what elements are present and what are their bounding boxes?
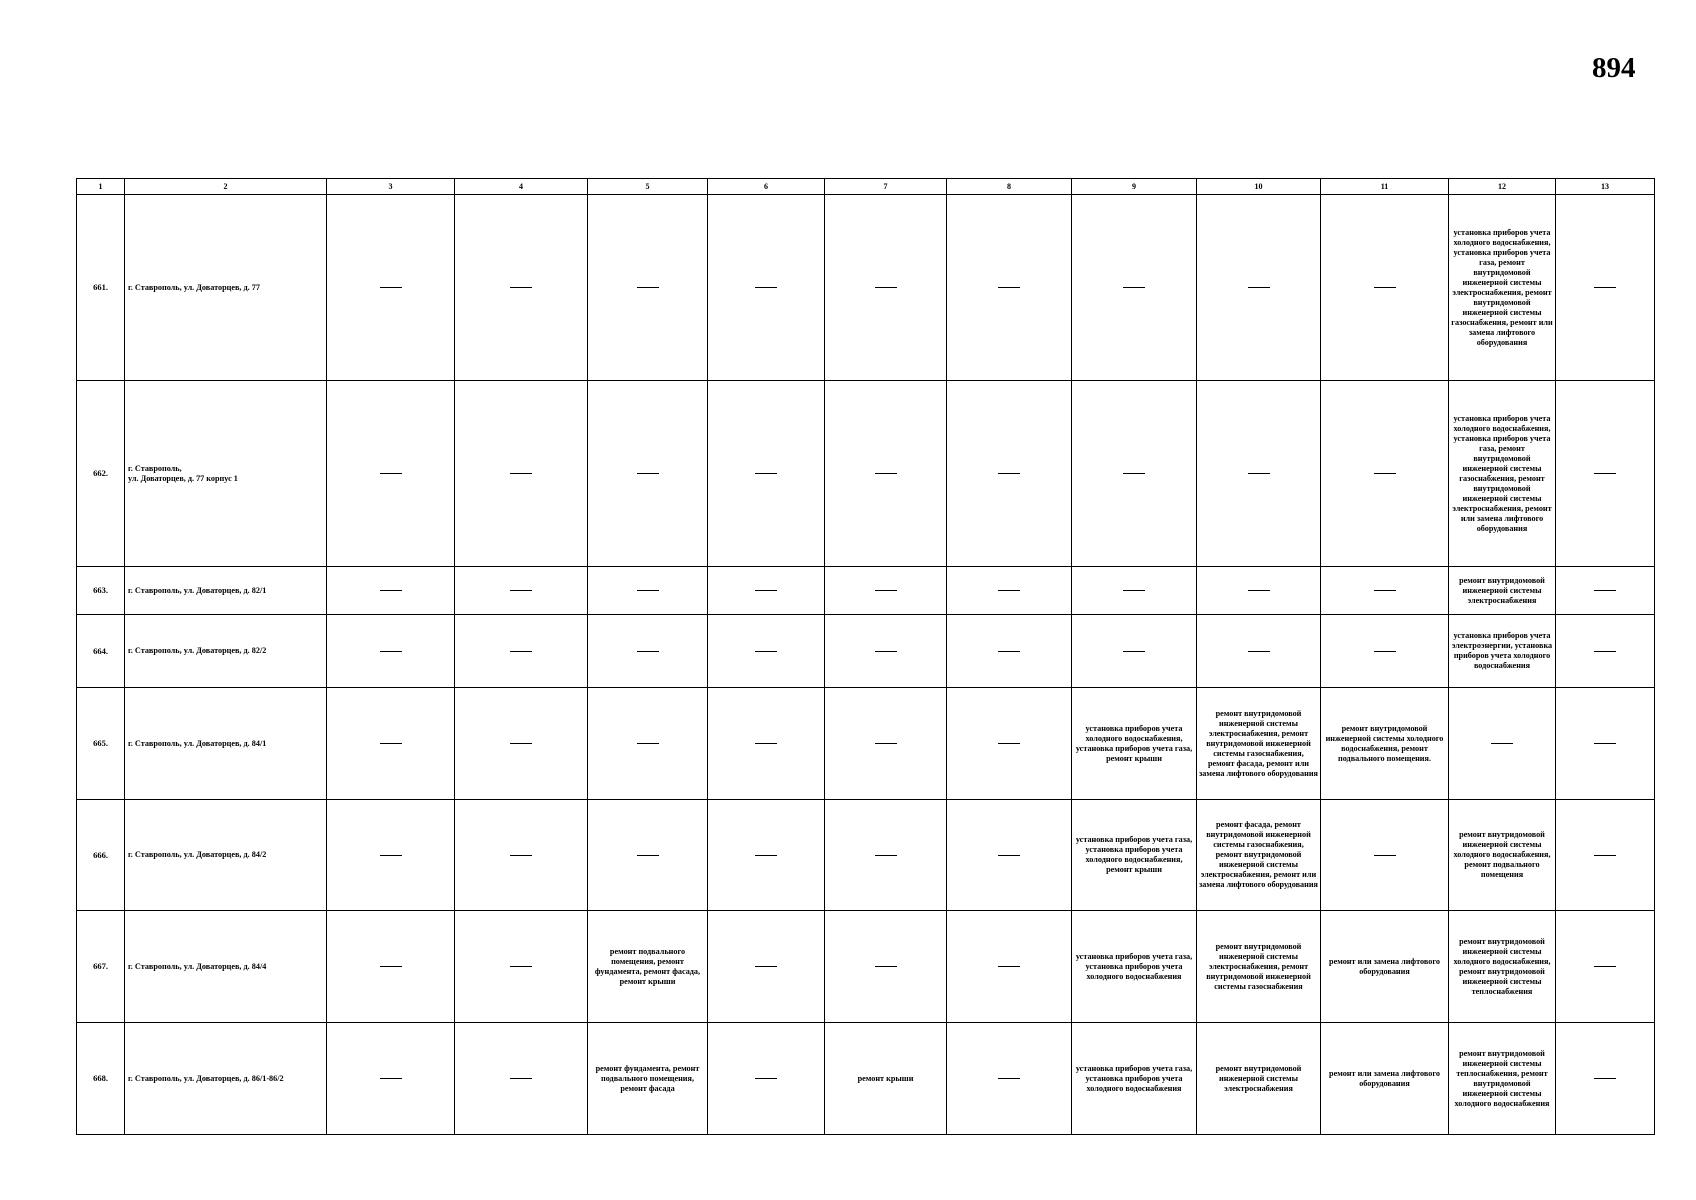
row-number: 666. xyxy=(77,800,125,911)
dash-mark xyxy=(1594,287,1616,288)
row-number: 663. xyxy=(77,567,125,615)
empty-cell xyxy=(1556,615,1655,688)
empty-cell xyxy=(825,911,947,1023)
work-description: ремонт внутридомовой инженерной системы холодного водоснабжения, ремонт внутридомовой инженерной системы теплоснабжения xyxy=(1449,911,1556,1023)
dash-mark xyxy=(1248,590,1270,591)
dash-mark xyxy=(380,651,402,652)
empty-cell xyxy=(455,567,588,615)
dash-mark xyxy=(1123,651,1145,652)
empty-cell xyxy=(1197,567,1321,615)
empty-cell xyxy=(947,195,1072,381)
dash-mark xyxy=(637,287,659,288)
empty-cell xyxy=(825,688,947,800)
column-header: 12 xyxy=(1449,179,1556,195)
address-cell: г. Ставрополь, ул. Доваторцев, д. 82/1 xyxy=(125,567,327,615)
empty-cell xyxy=(947,567,1072,615)
empty-cell xyxy=(1556,688,1655,800)
row-number: 662. xyxy=(77,381,125,567)
table-row xyxy=(77,800,1655,911)
empty-cell xyxy=(1321,615,1449,688)
dash-mark xyxy=(755,287,777,288)
column-header: 8 xyxy=(947,179,1072,195)
work-description: установка приборов учета холодного водоснабжения, установка приборов учета газа, ремонт внутридомовой инженерной системы газоснабжения, ремонт внутридомовой инженерной системы электроснабжения, ремонт или замена лифтового оборудования xyxy=(1449,381,1556,567)
work-description: установка приборов учета холодного водоснабжения, установка приборов учета газа, ремонт внутридомовой инженерной системы электроснабжения, ремонт внутридомовой инженерной системы газоснабжения, ремонт или замена лифтового оборудования xyxy=(1449,195,1556,381)
column-header: 1 xyxy=(77,179,125,195)
work-description: установка приборов учета газа, установка приборов учета холодного водоснабжения xyxy=(1072,911,1197,1023)
column-header: 10 xyxy=(1197,179,1321,195)
dash-mark xyxy=(380,473,402,474)
empty-cell xyxy=(588,567,708,615)
table-row xyxy=(77,381,1655,567)
address-cell: г. Ставрополь, ул. Доваторцев, д. 84/2 xyxy=(125,800,327,911)
empty-cell xyxy=(1556,567,1655,615)
table-row xyxy=(77,1023,1655,1135)
address-cell: г. Ставрополь, ул. Доваторцев, д. 82/2 xyxy=(125,615,327,688)
address-cell: г. Ставрополь, ул. Доваторцев, д. 77 xyxy=(125,195,327,381)
work-description: ремонт или замена лифтового оборудования xyxy=(1321,1023,1449,1135)
work-description: установка приборов учета холодного водоснабжения, установка приборов учета газа, ремонт крыши xyxy=(1072,688,1197,800)
row-number: 667. xyxy=(77,911,125,1023)
dash-mark xyxy=(755,1078,777,1079)
empty-cell xyxy=(825,567,947,615)
empty-cell xyxy=(588,381,708,567)
empty-cell xyxy=(947,1023,1072,1135)
empty-cell xyxy=(1556,1023,1655,1135)
empty-cell xyxy=(588,195,708,381)
column-header: 7 xyxy=(825,179,947,195)
work-description: ремонт крыши xyxy=(825,1023,947,1135)
dash-mark xyxy=(1374,855,1396,856)
dash-mark xyxy=(510,651,532,652)
dash-mark xyxy=(998,743,1020,744)
empty-cell xyxy=(327,615,455,688)
column-header: 2 xyxy=(125,179,327,195)
work-description: ремонт подвального помещения, ремонт фундамента, ремонт фасада, ремонт крыши xyxy=(588,911,708,1023)
empty-cell xyxy=(1449,688,1556,800)
empty-cell xyxy=(1072,567,1197,615)
dash-mark xyxy=(755,651,777,652)
dash-mark xyxy=(998,287,1020,288)
dash-mark xyxy=(380,590,402,591)
dash-mark xyxy=(380,287,402,288)
address-line: г. Ставрополь, xyxy=(128,463,182,473)
table-row xyxy=(77,195,1655,381)
dash-mark xyxy=(637,651,659,652)
work-description: ремонт внутридомовой инженерной системы электроснабжения, ремонт внутридомовой инженерной системы газоснабжения, ремонт фасада, ремонт или замена лифтового оборудования xyxy=(1197,688,1321,800)
empty-cell xyxy=(1321,800,1449,911)
address-cell: г. Ставрополь, ул. Доваторцев, д. 84/4 xyxy=(125,911,327,1023)
work-description: ремонт фасада, ремонт внутридомовой инженерной системы газоснабжения, ремонт внутридомовой инженерной системы электроснабжения, ремонт или замена лифтового оборудования xyxy=(1197,800,1321,911)
row-number: 661. xyxy=(77,195,125,381)
dash-mark xyxy=(1594,966,1616,967)
row-number: 664. xyxy=(77,615,125,688)
empty-cell xyxy=(1197,381,1321,567)
column-header: 9 xyxy=(1072,179,1197,195)
column-header: 5 xyxy=(588,179,708,195)
dash-mark xyxy=(1594,743,1616,744)
empty-cell xyxy=(1321,195,1449,381)
dash-mark xyxy=(510,590,532,591)
work-description: ремонт внутридомовой инженерной системы холодного водоснабжения, ремонт подвального помещения xyxy=(1449,800,1556,911)
empty-cell xyxy=(327,911,455,1023)
dash-mark xyxy=(875,651,897,652)
empty-cell xyxy=(708,1023,825,1135)
dash-mark xyxy=(998,1078,1020,1079)
column-header: 3 xyxy=(327,179,455,195)
empty-cell xyxy=(708,567,825,615)
dash-mark xyxy=(637,590,659,591)
dash-mark xyxy=(998,651,1020,652)
dash-mark xyxy=(755,855,777,856)
empty-cell xyxy=(1321,381,1449,567)
dash-mark xyxy=(1248,651,1270,652)
dash-mark xyxy=(1374,287,1396,288)
table-row xyxy=(77,688,1655,800)
empty-cell xyxy=(327,381,455,567)
dash-mark xyxy=(1374,651,1396,652)
dash-mark xyxy=(1594,590,1616,591)
dash-mark xyxy=(755,743,777,744)
dash-mark xyxy=(1594,651,1616,652)
work-description: установка приборов учета электроэнергии, установка приборов учета холодного водоснабжения xyxy=(1449,615,1556,688)
dash-mark xyxy=(998,590,1020,591)
row-number: 665. xyxy=(77,688,125,800)
empty-cell xyxy=(327,688,455,800)
empty-cell xyxy=(327,567,455,615)
empty-cell xyxy=(708,381,825,567)
empty-cell xyxy=(588,615,708,688)
row-number: 668. xyxy=(77,1023,125,1135)
dash-mark xyxy=(998,966,1020,967)
work-description: ремонт внутридомовой инженерной системы теплоснабжения, ремонт внутридомовой инженерной системы холодного водоснабжения xyxy=(1449,1023,1556,1135)
table-row xyxy=(77,911,1655,1023)
dash-mark xyxy=(1594,1078,1616,1079)
dash-mark xyxy=(875,855,897,856)
work-description: ремонт или замена лифтового оборудования xyxy=(1321,911,1449,1023)
empty-cell xyxy=(708,688,825,800)
dash-mark xyxy=(875,473,897,474)
empty-cell xyxy=(1321,567,1449,615)
empty-cell xyxy=(708,195,825,381)
dash-mark xyxy=(510,287,532,288)
table-row xyxy=(77,615,1655,688)
empty-cell xyxy=(1556,911,1655,1023)
dash-mark xyxy=(510,855,532,856)
address-cell xyxy=(125,381,327,567)
column-header: 6 xyxy=(708,179,825,195)
empty-cell xyxy=(455,688,588,800)
column-header: 4 xyxy=(455,179,588,195)
dash-mark xyxy=(755,590,777,591)
dash-mark xyxy=(875,590,897,591)
empty-cell xyxy=(455,800,588,911)
empty-cell xyxy=(455,615,588,688)
column-header: 11 xyxy=(1321,179,1449,195)
address-cell: г. Ставрополь, ул. Доваторцев, д. 84/1 xyxy=(125,688,327,800)
dash-mark xyxy=(875,966,897,967)
work-description: ремонт внутридомовой инженерной системы электроснабжения xyxy=(1197,1023,1321,1135)
empty-cell xyxy=(947,381,1072,567)
empty-cell xyxy=(327,195,455,381)
empty-cell xyxy=(825,195,947,381)
address-cell: г. Ставрополь, ул. Доваторцев, д. 86/1-86/2 xyxy=(125,1023,327,1135)
empty-cell xyxy=(1072,195,1197,381)
dash-mark xyxy=(875,287,897,288)
dash-mark xyxy=(510,743,532,744)
empty-cell xyxy=(327,800,455,911)
dash-mark xyxy=(637,743,659,744)
dash-mark xyxy=(1123,590,1145,591)
empty-cell xyxy=(1556,800,1655,911)
empty-cell xyxy=(588,688,708,800)
empty-cell xyxy=(1197,615,1321,688)
empty-cell xyxy=(455,1023,588,1135)
page-number: 894 xyxy=(1592,52,1636,84)
dash-mark xyxy=(755,966,777,967)
work-description: ремонт внутридомовой инженерной системы холодного водоснабжения, ремонт подвального помещения. xyxy=(1321,688,1449,800)
empty-cell xyxy=(1072,615,1197,688)
dash-mark xyxy=(1594,855,1616,856)
dash-mark xyxy=(510,473,532,474)
empty-cell xyxy=(825,615,947,688)
dash-mark xyxy=(998,855,1020,856)
empty-cell xyxy=(825,800,947,911)
dash-mark xyxy=(1248,473,1270,474)
dash-mark xyxy=(1491,743,1513,744)
dash-mark xyxy=(380,966,402,967)
dash-mark xyxy=(637,855,659,856)
repair-schedule-table xyxy=(76,178,1655,1135)
empty-cell xyxy=(825,381,947,567)
dash-mark xyxy=(380,743,402,744)
work-description: установка приборов учета газа, установка приборов учета холодного водоснабжения, ремонт крыши xyxy=(1072,800,1197,911)
column-header: 13 xyxy=(1556,179,1655,195)
dash-mark xyxy=(1248,287,1270,288)
dash-mark xyxy=(1123,473,1145,474)
address-line: ул. Доваторцев, д. 77 корпус 1 xyxy=(128,473,238,483)
empty-cell xyxy=(708,911,825,1023)
empty-cell xyxy=(327,1023,455,1135)
empty-cell xyxy=(1556,381,1655,567)
dash-mark xyxy=(1374,590,1396,591)
work-description: ремонт фундамента, ремонт подвального помещения, ремонт фасада xyxy=(588,1023,708,1135)
dash-mark xyxy=(510,966,532,967)
dash-mark xyxy=(875,743,897,744)
dash-mark xyxy=(1594,473,1616,474)
empty-cell xyxy=(455,911,588,1023)
empty-cell xyxy=(455,195,588,381)
work-description: установка приборов учета газа, установка приборов учета холодного водоснабжения xyxy=(1072,1023,1197,1135)
dash-mark xyxy=(1374,473,1396,474)
work-description: ремонт внутридомовой инженерной системы электроснабжения xyxy=(1449,567,1556,615)
column-number-row xyxy=(77,179,1655,195)
empty-cell xyxy=(947,911,1072,1023)
empty-cell xyxy=(1072,381,1197,567)
dash-mark xyxy=(510,1078,532,1079)
empty-cell xyxy=(947,688,1072,800)
table-row xyxy=(77,567,1655,615)
empty-cell xyxy=(588,800,708,911)
dash-mark xyxy=(998,473,1020,474)
dash-mark xyxy=(637,473,659,474)
dash-mark xyxy=(380,855,402,856)
empty-cell xyxy=(455,381,588,567)
empty-cell xyxy=(1556,195,1655,381)
empty-cell xyxy=(708,615,825,688)
dash-mark xyxy=(755,473,777,474)
dash-mark xyxy=(1123,287,1145,288)
empty-cell xyxy=(947,615,1072,688)
empty-cell xyxy=(708,800,825,911)
work-description: ремонт внутридомовой инженерной системы электроснабжения, ремонт внутридомовой инженерной системы газоснабжения xyxy=(1197,911,1321,1023)
empty-cell xyxy=(1197,195,1321,381)
empty-cell xyxy=(947,800,1072,911)
dash-mark xyxy=(380,1078,402,1079)
